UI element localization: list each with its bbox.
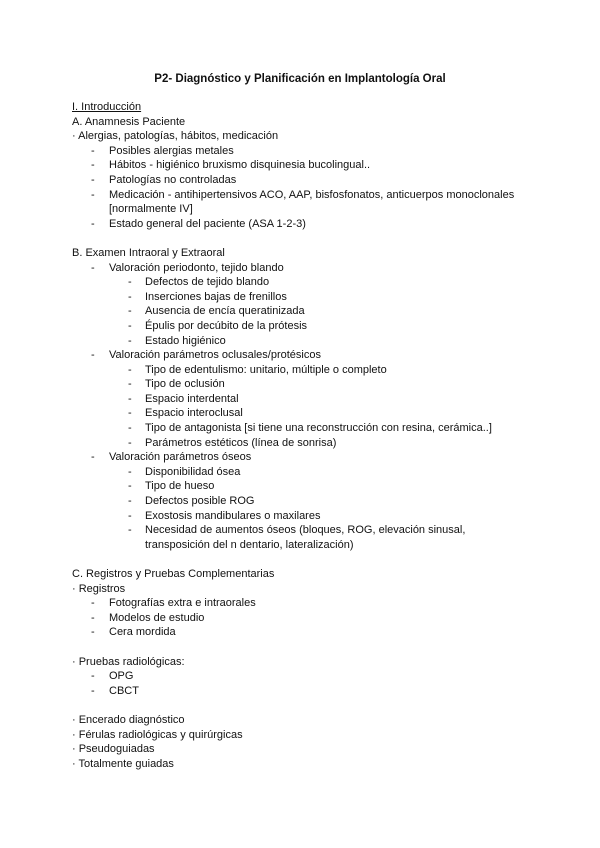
subheading-pruebas-radiologicas: · Pruebas radiológicas: [72, 655, 185, 668]
list-item: · Encerado diagnóstico [72, 713, 185, 726]
list-item: - CBCT [91, 684, 139, 697]
list-item: - Posibles alergias metales [91, 144, 234, 157]
list-item-continuation: [normalmente IV] [109, 203, 193, 216]
section-heading-introduccion: I. Introducción [72, 101, 142, 113]
list-item: - OPG [91, 670, 134, 683]
section-heading-examen: B. Examen Intraoral y Extraoral [72, 246, 225, 259]
list-item: - Disponibilidad ósea [128, 465, 241, 478]
document-title: P2- Diagnóstico y Planificación en Implantología Oral [154, 73, 446, 85]
list-item: - Inserciones bajas de frenillos [128, 290, 287, 303]
list-item: - Defectos de tejido blando [128, 276, 270, 289]
subheading-oseos: - Valoración parámetros óseos [91, 451, 252, 464]
subheading-registros: · Registros [72, 582, 126, 595]
list-item-continuation: transposición del n dentario, lateralización) [145, 538, 354, 551]
section-heading-anamnesis: A. Anamnesis Paciente [72, 115, 186, 128]
list-item: - Espacio interoclusal [128, 407, 243, 420]
document-body [72, 100, 532, 771]
list-item: · Totalmente guiadas [72, 757, 174, 770]
list-item: - Ausencia de encía queratinizada [128, 305, 305, 318]
list-item: - Cera mordida [91, 626, 176, 639]
list-item: - Parámetros estéticos (línea de sonrisa) [128, 436, 337, 449]
subheading-periodonto: - Valoración periodonto, tejido blando [91, 261, 284, 274]
list-item: - Defectos posible ROG [128, 495, 255, 508]
list-item: - Estado general del paciente (ASA 1-2-3) [91, 217, 306, 230]
list-item: - Tipo de edentulismo: unitario, múltiple o completo [128, 363, 387, 376]
list-item: - Tipo de oclusión [128, 378, 225, 391]
list-item: - Modelos de estudio [91, 611, 205, 624]
list-item: - Patologías no controladas [91, 173, 237, 186]
list-item: - Hábitos - higiénico bruxismo disquinesia bucolingual.. [91, 159, 371, 172]
section-heading-registros: C. Registros y Pruebas Complementarias [72, 568, 275, 580]
list-item: · Férulas radiológicas y quirúrgicas [72, 728, 243, 741]
subheading-alergias: · Alergias, patologías, hábitos, medicación [72, 130, 279, 143]
list-item: - Fotografías extra e intraorales [91, 597, 256, 610]
list-item: - Estado higiénico [128, 334, 226, 347]
list-item: - Tipo de antagonista [si tiene una reconstrucción con resina, cerámica..] [128, 422, 492, 435]
list-item: - Tipo de hueso [128, 480, 215, 493]
list-item: - Necesidad de aumentos óseos (bloques, ROG, elevación sinusal, [128, 524, 466, 537]
subheading-oclusales: - Valoración parámetros oclusales/protésicos [91, 349, 321, 362]
list-item: · Pseudoguiadas [72, 743, 155, 756]
list-item: - Espacio interdental [128, 392, 239, 405]
list-item: - Exostosis mandibulares o maxilares [128, 509, 321, 522]
list-item: - Medicación - antihipertensivos ACO, AAP, bisfosfonatos, anticuerpos monoclonales [91, 188, 515, 201]
list-item: - Épulis por decúbito de la prótesis [128, 319, 308, 332]
